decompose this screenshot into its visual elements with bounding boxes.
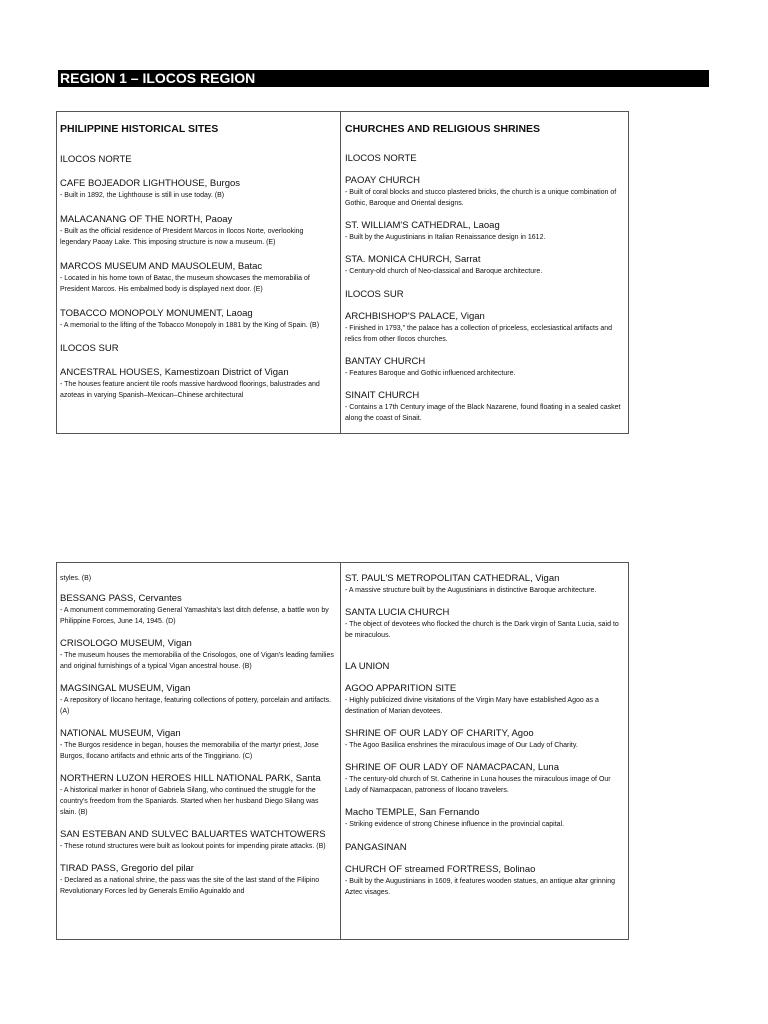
list-item <box>345 683 624 717</box>
entry-title: Macho TEMPLE, San Fernando <box>345 807 480 818</box>
list-item <box>345 762 624 796</box>
entry-description: - The Burgos residence in began, houses the memorabilia of the martyr priest, Jose Burgos, Ilocano artifacts and ethnic arts of the Tinggiriano. (C) <box>60 742 319 760</box>
churches-column <box>341 563 628 939</box>
list-item <box>345 728 624 751</box>
entry-description: - A historical marker in honor of Gabriela Silang, who continued the struggle for the country's freedom from the Spaniards. Started when her husband Diego Silang was slain. (B) <box>60 787 319 816</box>
entry-title: MARCOS MUSEUM AND MAUSOLEUM, Batac <box>60 261 263 272</box>
list-item <box>345 390 624 424</box>
list-item <box>60 367 336 401</box>
list-item <box>60 863 336 897</box>
entry-description: - A monument commemorating General Yamashita's last ditch defense, a battle won by Philippine Forces, June 14, 1945. (D) <box>60 607 329 625</box>
list-item <box>60 214 336 248</box>
table-page-2 <box>56 562 629 940</box>
entry-description: - A repository of Ilocano heritage, featuring collections of pottery, porcelain and artifacts. (A) <box>60 697 332 715</box>
entry-description: - Striking evidence of strong Chinese influence in the provincial capital. <box>345 821 565 828</box>
entry-title: PAOAY CHURCH <box>345 175 420 186</box>
region-label: ILOCOS SUR <box>60 343 119 354</box>
entry-description: - The houses feature ancient tile roofs massive hardwood floorings, balustrades and azoteas in varying Spanish–Mexican–Chinese architectural <box>60 381 320 399</box>
entry-description: - Built in 1892, the Lighthouse is still in use today. (B) <box>60 192 225 199</box>
entry-title: ST. PAUL'S METROPOLITAN CATHEDRAL, Vigan <box>345 573 560 584</box>
entry-title: AGOO APPARITION SITE <box>345 683 457 694</box>
entry-description: - Features Baroque and Gothic influenced architecture. <box>345 370 516 377</box>
entry-description: - Built by the Augustinians in Italian Renaissance design in 1612. <box>345 234 546 241</box>
entry-description: - Declared as a national shrine, the pass was the site of the last stand of the Filipino Revolutionary Forces led by Generals Emilio Aguinaldo and <box>60 877 320 895</box>
list-item <box>345 311 624 345</box>
list-item <box>345 356 624 379</box>
historical-sites-column <box>57 112 341 433</box>
entry-title: TOBACCO MONOPOLY MONUMENT, Laoag <box>60 308 253 319</box>
region-label: ILOCOS SUR <box>345 289 404 300</box>
entry-title: SHRINE OF OUR LADY OF CHARITY, Agoo <box>345 728 534 739</box>
entry-title: CAFE BOJEADOR LIGHTHOUSE, Burgos <box>60 178 241 189</box>
entry-title: CHURCH OF streamed FORTRESS, Bolinao <box>345 864 536 875</box>
entry-description: - Highly publicized divine visitations of the Virgin Mary have established Agoo as a destination of Marian devotees. <box>345 697 599 715</box>
region-label: ILOCOS NORTE <box>345 153 417 164</box>
entry-description: - A massive structure built by the Augustinians in distinctive Baroque architecture. <box>345 587 597 594</box>
column-header: CHURCHES AND RELIGIOUS SHRINES <box>345 123 541 135</box>
entry-description: - Century-old church of Neo-classical and Baroque architecture. <box>345 268 543 275</box>
entry-title: CRISOLOGO MUSEUM, Vigan <box>60 638 192 649</box>
entry-title: ST. WILLIAM'S CATHEDRAL, Laoag <box>345 220 500 231</box>
entry-title: ARCHBISHOP'S PALACE, Vigan <box>345 311 485 322</box>
list-item <box>60 728 336 762</box>
entry-description: - The century-old church of St. Catherine in Luna houses the miraculous image of Our Lady of Namacpacan, patroness of Ilocano travelers. <box>345 776 611 794</box>
continued-text: styles. (B) <box>60 575 92 582</box>
list-item <box>345 573 624 596</box>
entry-title: BESSANG PASS, Cervantes <box>60 593 182 604</box>
entry-title: MAGSINGAL MUSEUM, Vigan <box>60 683 191 694</box>
entry-description: - Finished in 1793," the palace has a collection of priceless, ecclesiastical artifacts and relics from other Ilocos churches. <box>345 325 613 343</box>
entry-title: NATIONAL MUSEUM, Vigan <box>60 728 181 739</box>
list-item <box>345 864 624 898</box>
entry-title: ANCESTRAL HOUSES, Kamestizoan District of Vigan <box>60 367 289 378</box>
entry-description: - The object of devotees who flocked the church is the Dark virgin of Santa Lucia, said to be miraculous. <box>345 621 619 639</box>
entry-description: - Built by the Augustinians in 1609, it features wooden statues, an antique altar grinning Aztec visages. <box>345 878 616 896</box>
list-item <box>345 607 624 641</box>
entry-description: - Built as the official residence of President Marcos in Ilocos Norte, overlooking legendary Paoay Lake. This imposing structure is now a museum. (E) <box>60 228 304 246</box>
region-label: PANGASINAN <box>345 842 407 853</box>
entry-title: SHRINE OF OUR LADY OF NAMACPACAN, Luna <box>345 762 559 773</box>
list-item <box>345 220 624 243</box>
entry-title: TIRAD PASS, Gregorio del pilar <box>60 863 194 874</box>
churches-column <box>341 112 628 433</box>
list-item <box>345 175 624 209</box>
entry-title: MALACANANG OF THE NORTH, Paoay <box>60 214 233 225</box>
entry-title: SINAIT CHURCH <box>345 390 420 401</box>
historical-sites-column <box>57 563 341 939</box>
entry-title: STA. MONICA CHURCH, Sarrat <box>345 254 481 265</box>
entry-title: BANTAY CHURCH <box>345 356 426 367</box>
entry-description: - These rotund structures were built as lookout points for impending pirate attacks. (B) <box>60 843 326 850</box>
list-item <box>60 683 336 717</box>
entry-description: - Built of coral blocks and stucco plastered bricks, the church is a unique combination of Gothic, Baroque and Oriental designs. <box>345 189 617 207</box>
list-item <box>60 829 336 852</box>
column-header: PHILIPPINE HISTORICAL SITES <box>60 123 219 135</box>
entry-title: SANTA LUCIA CHURCH <box>345 607 450 618</box>
entry-description: - The museum houses the memorabilia of the Crisologos, one of Vigan's leading families and original furnishings of a typical Vigan ancestral house. (B) <box>60 652 334 670</box>
region-label: LA UNION <box>345 661 390 672</box>
list-item <box>60 773 336 818</box>
entry-description: - Contains a 17th Century image of the Black Nazarene, found floating in a sealed casket along the coast of Sinait. <box>345 404 621 422</box>
list-item <box>60 261 336 295</box>
entry-description: - The Agoo Basilica enshrines the miraculous image of Our Lady of Charity. <box>345 742 578 749</box>
entry-description: - Located in his home town of Batac, the museum showcases the memorabilia of President Marcos. His embalmed body is displayed next door. (E) <box>60 275 310 293</box>
region-title: REGION 1 – ILOCOS REGION <box>60 70 256 86</box>
list-item <box>60 638 336 672</box>
entry-description: - A memorial to the lifting of the Tobacco Monopoly in 1881 by the King of Spain. (B) <box>60 322 320 329</box>
entry-title: SAN ESTEBAN AND SULVEC BALUARTES WATCHTOWERS <box>60 829 326 840</box>
list-item <box>345 254 624 277</box>
list-item <box>60 308 336 331</box>
list-item <box>60 593 336 627</box>
region-banner <box>58 70 709 87</box>
table-page-1 <box>56 111 629 434</box>
list-item <box>60 178 336 201</box>
region-label: ILOCOS NORTE <box>60 154 132 165</box>
list-item <box>345 807 624 830</box>
entry-title: NORTHERN LUZON HEROES HILL NATIONAL PARK, Santa <box>60 773 321 784</box>
